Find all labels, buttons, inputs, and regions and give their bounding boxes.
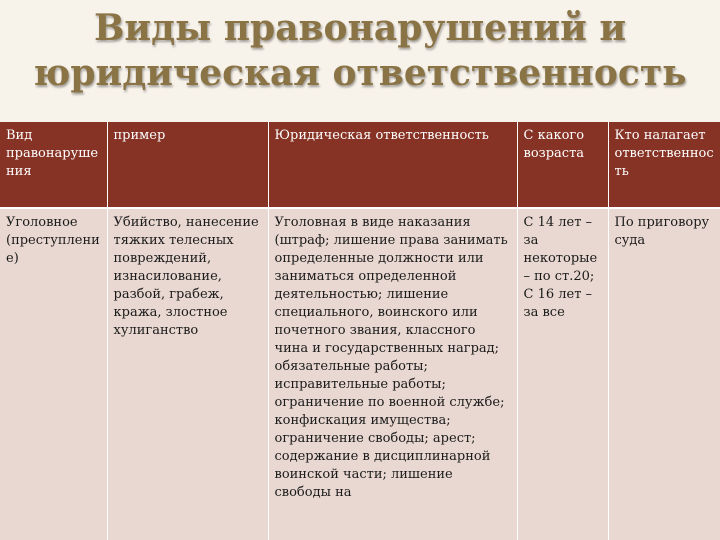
header-example — [107, 122, 268, 208]
cell-text: С 14 лет – за некоторые – по ст.20; С 16 лет – за все — [523, 215, 598, 320]
cell-text: Уголовная в виде наказания (штраф; лишение права занимать определенные должности или заниматься определенной деятельностью; лишение специального, воинского или почетного звания, классного чина и государственных наград; обязательные работы; исправительные работы; ограничение по военной службе; конфискация имущества; ограничение свободы; арест; содержание в дисциплинарной воинской части; лишение свободы на — [274, 215, 508, 500]
cell-text: Убийство, нанесение тяжких телесных повреждений, изнасилование, разбой, грабеж, кража, злостное хулиганство — [113, 215, 259, 338]
header-authority — [608, 122, 720, 208]
slide-title — [0, 6, 720, 96]
header-label: Вид правонарушения — [6, 128, 99, 179]
offenses-table — [0, 122, 720, 540]
header-offense-type — [0, 122, 107, 208]
header-label: пример — [113, 128, 166, 143]
header-label: Юридическая ответственность — [274, 128, 489, 143]
table-header-row — [0, 122, 720, 208]
cell-liability — [268, 208, 517, 540]
table-container — [0, 122, 720, 540]
header-liability — [268, 122, 517, 208]
cell-offense-type — [0, 208, 107, 540]
title-line-1: Виды правонарушений и — [93, 7, 627, 49]
title-line-2: юридическая ответственность — [33, 52, 687, 94]
table-row — [0, 208, 720, 540]
header-label: Кто налагает ответственность — [614, 128, 714, 179]
header-label: С какого возраста — [523, 128, 585, 161]
cell-example — [107, 208, 268, 540]
cell-age — [517, 208, 608, 540]
cell-text: Уголовное (преступление) — [6, 215, 100, 266]
cell-text: По приговору суда — [614, 215, 710, 248]
header-age — [517, 122, 608, 208]
cell-authority — [608, 208, 720, 540]
